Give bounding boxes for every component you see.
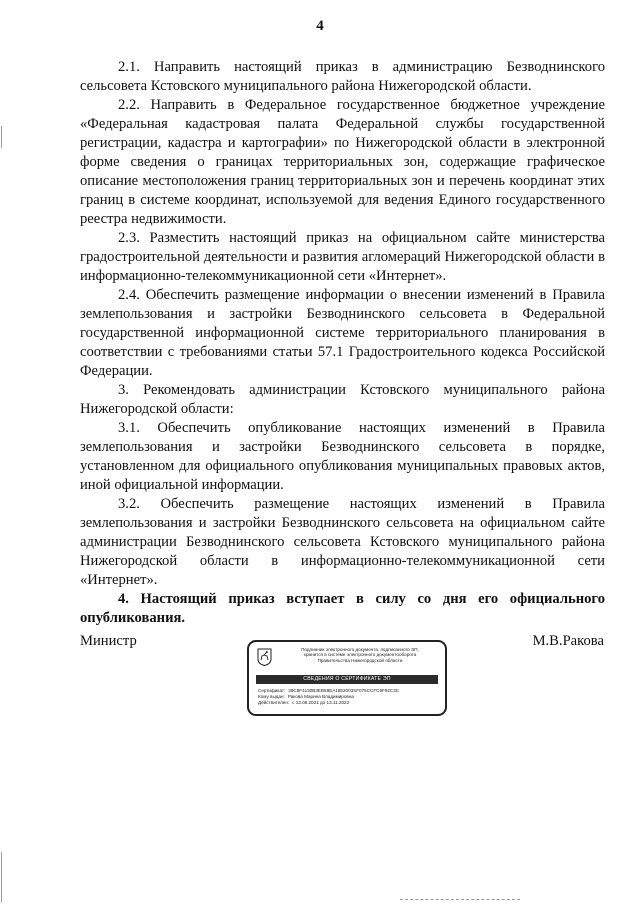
validity-value: с 13.08.2021 до 13.11.2022 (292, 700, 350, 706)
issued-to-label: Кому выдан: (258, 694, 285, 700)
bottom-scan-line (400, 899, 520, 900)
certificate-details (258, 688, 442, 707)
stamp-heading-line: Подлинник электронного документа, подписанного ЭП, (301, 647, 419, 652)
paragraph-2-4: 2.4. Обеспечить размещение информации о внесении изменений в Правила землепользования и застройки Безводнинского сельсовета в Федеральной государственной информационной системе территориального планирования в соответствии с требованиями статьи 57.1 Градостроительного кодекса Российской Федерации. (80, 287, 605, 379)
document-body (80, 58, 605, 628)
electronic-signature-stamp (247, 640, 447, 716)
paragraph-4: 4. Настоящий приказ вступает в силу со дня его официального опубликования. (80, 591, 605, 626)
paragraph-2-3: 2.3. Разместить настоящий приказ на официальном сайте министерства градостроительной деятельности и развития агломераций Нижегородской области в информационно-телекоммуникационной сети «Интернет». (80, 230, 605, 284)
validity-row (258, 700, 442, 706)
page-number: 4 (316, 18, 324, 34)
paragraph-3-2: 3.2. Обеспечить размещение настоящих изменений в Правила землепользования и застройки Безводнинского сельсовета на официальном сайте администрации Безводнинского сельсовета Кстовского муниципального района Нижегородской области в информационно-телекоммуникационной сети «Интернет». (80, 496, 605, 588)
certificate-label: Сертификат: (258, 688, 286, 693)
stamp-heading (277, 647, 443, 663)
validity-label: Действителен: (258, 700, 290, 706)
certificate-info-bar: СВЕДЕНИЯ О СЕРТИФИКАТЕ ЭП (256, 675, 438, 684)
signatory-name: М.В.Ракова (532, 633, 604, 649)
margin-mark (1, 126, 2, 148)
certificate-value: 39C8F4130B3EB59EA1852003SF075CCFC9F92C3C (288, 688, 400, 693)
paragraph-3: 3. Рекомендовать администрации Кстовского муниципального района Нижегородской области: (80, 382, 605, 417)
stamp-heading-line: хранится в системе электронного документооборота (303, 652, 417, 658)
paragraph-3-1: 3.1. Обеспечить опубликование настоящих изменений в Правила землепользования и застройки Безводнинского сельсовета в порядке, установленном для официального опубликования муниципальных правовых актов, иной официальной информации. (80, 420, 605, 493)
stamp-heading-line: Правительства Нижегородской области (317, 657, 403, 663)
signatory-title: Министр (80, 633, 137, 649)
paragraph-2-2: 2.2. Направить в Федеральное государственное бюджетное учреждение «Федеральная кадастровая палата Федеральной службы государственной регистрации, кадастра и картографии» по Нижегородской области в электронной форме сведения о границах территориальных зон, содержащие графическое описание местоположения границ территориальных зон и перечень координат этих границ в системе координат, используемой для ведения Единого государственного реестра недвижимости. (80, 97, 605, 227)
margin-mark (1, 852, 2, 902)
issued-to-value: Ракова Марина Владимировна (287, 694, 354, 700)
paragraph-2-1: 2.1. Направить настоящий приказ в администрацию Безводнинского сельсовета Кстовского муниципального района Нижегородской области. (80, 59, 605, 94)
deer-emblem-icon (257, 648, 272, 666)
